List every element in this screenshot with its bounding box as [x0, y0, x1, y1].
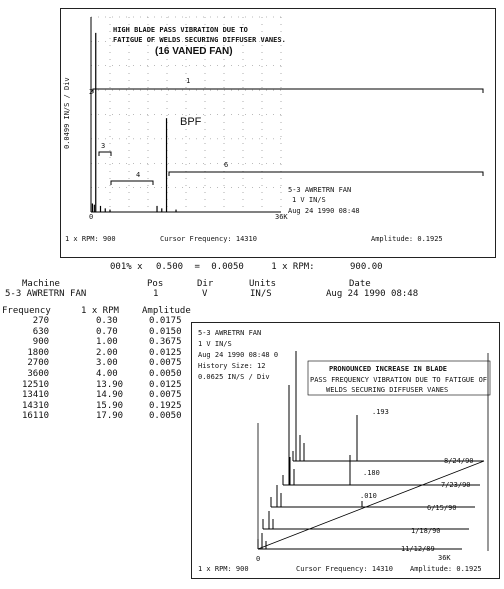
date-label-8-24-90: 8/24/90: [444, 457, 474, 465]
peak-label-180: .180: [363, 469, 380, 477]
region-label-2: 2: [89, 88, 94, 96]
table-cell-rpm: 13.90: [96, 379, 124, 390]
table-cell-freq: 1800: [27, 347, 50, 358]
table-cell-freq: 2700: [27, 358, 50, 369]
bpf-label: BPF: [180, 116, 202, 128]
table-cell-rpm: 1.00: [96, 337, 118, 348]
table-cell-freq: 14310: [22, 400, 50, 411]
region-bracket: [99, 152, 111, 156]
scale-prefix: 001% x: [110, 262, 143, 272]
region-label-4: 4: [136, 171, 141, 179]
spectrum-chart-1: [60, 8, 496, 258]
peak-label-010: .010: [360, 492, 377, 500]
waterfall-chart-2: [191, 322, 500, 579]
chart1-title-line-1: HIGH BLADE PASS VIBRATION DUE TO: [113, 26, 248, 34]
chart1-footer-cursor: Cursor Frequency: 14310: [160, 235, 257, 243]
table-cell-rpm: 14.90: [96, 390, 124, 401]
rpm-value: 900.00: [350, 262, 383, 272]
chart1-subtitle: (16 VANED FAN): [155, 46, 233, 57]
col-amplitude: Amplitude: [142, 306, 191, 316]
date-label-6-15-90: 6/15/90: [427, 504, 457, 512]
table-cell-rpm: 2.00: [96, 347, 118, 358]
table-cell-rpm: 4.00: [96, 369, 118, 379]
marks-1: [91, 17, 483, 212]
date-header: Date: [349, 279, 371, 289]
chart2-footer-amplitude: Amplitude: 0.1925: [410, 565, 482, 573]
table-cell-amp: 0.0075: [149, 358, 182, 369]
chart2-annotation-3: WELDS SECURING DIFFUSER VANES: [326, 386, 449, 394]
table-cell-amp: 0.0050: [149, 369, 182, 379]
table-cell-rpm: 17.90: [96, 411, 124, 422]
chart1-date-label: Aug 24 1990 08:48: [288, 207, 360, 215]
region-bracket: [111, 181, 153, 185]
table-cell-freq: 270: [32, 316, 50, 326]
chart1-x-max: 36K: [275, 213, 288, 221]
region-bracket: [93, 89, 483, 93]
table-cell-amp: 0.1925: [149, 400, 182, 411]
table-cell-freq: 12510: [22, 379, 50, 390]
machine-value: 5-3 AWRETRN FAN: [5, 289, 87, 299]
date-value: Aug 24 1990 08:48: [326, 289, 419, 299]
scale-value: 0.0050: [211, 262, 244, 272]
table-cell-rpm: 0.30: [96, 316, 118, 326]
scale-line: [110, 262, 383, 272]
units-value: IN/S: [250, 289, 272, 299]
table-cell-amp: 0.3675: [149, 337, 182, 348]
table-cell-freq: 630: [32, 326, 50, 337]
machine-header: Machine: [22, 279, 60, 289]
peak-label-193: .193: [372, 408, 389, 416]
table-cell-rpm: 0.70: [96, 326, 118, 337]
chart2-header-5: 0.0625 IN/S / Div: [198, 373, 270, 381]
table-cell-amp: 0.0125: [149, 379, 182, 390]
table-cell-freq: 900: [32, 337, 50, 348]
date-label-11-12-89: 11/12/89: [401, 545, 435, 553]
table-cell-amp: 0.0125: [149, 347, 182, 358]
rpm-label: 1 x RPM:: [271, 262, 315, 272]
dir-header: Dir: [197, 279, 214, 289]
units-header: Units: [249, 279, 277, 289]
table-cell-amp: 0.0050: [149, 411, 182, 422]
region-label-3: 3: [101, 142, 106, 150]
chart1-ylabel: 0.0499 IN/S / Div: [63, 77, 71, 149]
table-cell-amp: 0.0175: [149, 316, 182, 326]
chart2-header-3: Aug 24 1990 08:48 0: [198, 351, 279, 359]
chart2-header-1: 5-3 AWRETRN FAN: [198, 329, 262, 337]
table-cell-freq: 13410: [22, 390, 50, 401]
col-frequency: Frequency: [2, 306, 51, 316]
chart2-annotation-1: PRONOUNCED INCREASE IN BLADE: [329, 365, 448, 373]
chart1-title-line-2: FATIGUE OF WELDS SECURING DIFFUSER VANES.: [113, 36, 286, 44]
pos-header: Pos: [147, 279, 164, 289]
scale-ratio: 0.500: [155, 262, 184, 272]
chart2-footer-cursor: Cursor Frequency: 14310: [296, 565, 393, 573]
col-rpm: 1 x RPM: [81, 306, 119, 316]
chart2-footer-rpm: 1 x RPM: 900: [198, 565, 249, 573]
chart2-x-max: 36K: [438, 554, 451, 562]
region-label-1: 1: [186, 77, 191, 85]
table-cell-freq: 3600: [27, 369, 50, 379]
chart2-header-2: 1 V IN/S: [198, 340, 232, 348]
table-cell-rpm: 3.00: [96, 358, 118, 369]
scale-equals: =: [194, 262, 200, 272]
chart1-x-min: 0: [89, 213, 94, 221]
chart1-footer-rpm: 1 x RPM: 900: [65, 235, 116, 243]
pos-value: 1: [153, 289, 159, 299]
chart2-annotation-2: PASS FREQUENCY VIBRATION DUE TO FATIGUE OF: [310, 376, 488, 384]
chart1-units-label: 1 V IN/S: [292, 196, 326, 204]
region-bracket: [169, 172, 483, 176]
chart1-machine-label: 5-3 AWRETRN FAN: [288, 186, 352, 194]
date-label-1-18-90: 1/18/90: [411, 527, 441, 535]
table-cell-amp: 0.0075: [149, 390, 182, 401]
dir-value: V: [202, 289, 208, 299]
date-label-7-23-90: 7/23/90: [441, 481, 471, 489]
table-cell-rpm: 15.90: [96, 400, 124, 411]
table-cell-freq: 16110: [22, 411, 50, 422]
chart1-footer-amplitude: Amplitude: 0.1925: [371, 235, 443, 243]
chart2-x-min: 0: [256, 555, 261, 563]
region-label-6: 6: [224, 161, 229, 169]
table-cell-amp: 0.0150: [149, 326, 182, 337]
chart2-header-4: History Size: 12: [198, 362, 266, 370]
